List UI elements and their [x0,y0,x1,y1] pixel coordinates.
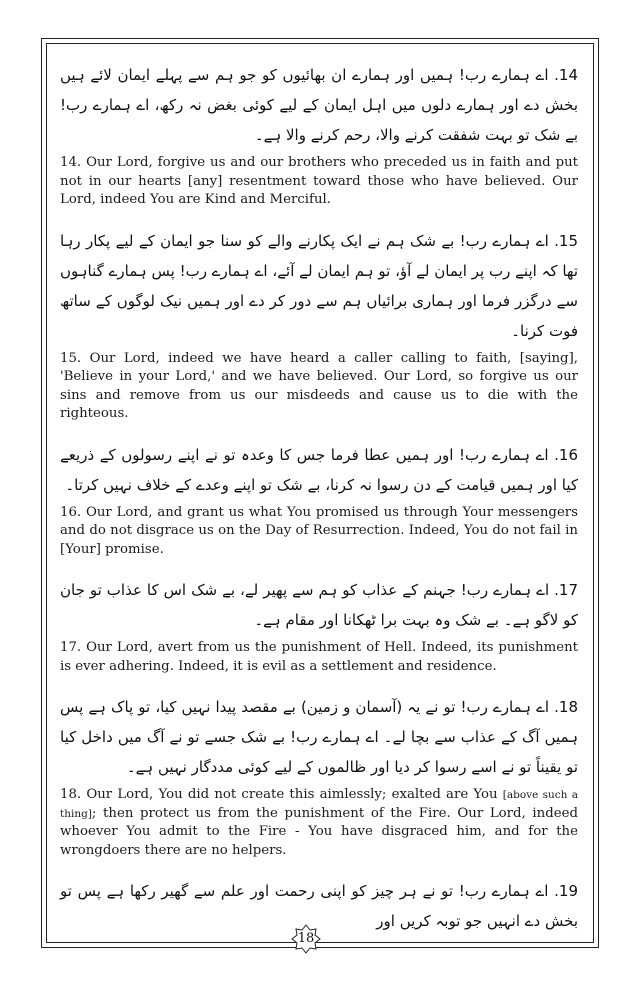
verse-16-english: 16. Our Lord, and grant us what You promised us through Your messengers and do not disgrace us on the Day of Resurrection. Indeed, You do not fail in [Your] promise. [60,504,578,557]
page-number-badge [291,924,321,954]
verse-14-urdu: 14. اے ہمارے رب! ہمیں اور ہمارے ان بھائیوں کو جو ہم سے پہلے ایمان لائے ہیں بخش دے اور ہمارے دلوں میں اہل ایمان کے لیے کوئی بغض نہ رکھ، اے ہمارے رب! بے شک تو بہت شفقت کرنے والا، رحم کرنے والا ہے۔ [60,66,578,144]
page-content [60,60,578,952]
verse-17 [60,575,578,676]
verse-14 [60,60,578,210]
verse-18-english [60,786,578,860]
verse-14-english: 14. Our Lord, forgive us and our brothers who preceded us in faith and put not in our hearts [any] resentment toward those who have believed. Our Lord, indeed You are Kind and Merciful. [60,155,578,207]
verse-16 [60,440,578,560]
verse-18-english-part-2: ; then protect us from the punishment of the Fire. Our Lord, indeed whoever You admit to the Fire - You have disgraced him, and for the wrongdoers there are no helpers. [60,805,578,858]
verse-15-urdu: 15. اے ہمارے رب! بے شک ہم نے ایک پکارنے والے کو سنا جو ایمان کے لیے پکار رہا تھا کہ اپنے رب پر ایمان لے آؤ، تو ہم ایمان لے آئے، اے ہمارے رب! پس ہمارے گناہوں سے درگزر فرما اور ہماری برائیاں ہم سے دور کر دے اور ہمیں نیک لوگوں کے ساتھ فوت کرنا۔ [60,231,578,340]
verse-18-english-part-1: 18. Our Lord, You did not create this aimlessly; exalted are You [60,787,503,802]
verse-15-english: 15. Our Lord, indeed we have heard a caller calling to faith, [saying], 'Believe in your Lord,' and we have believed. Our Lord, so forgive us our sins and remove from us our misdeeds and cause us to die with the righteous. [60,350,578,421]
verse-16-urdu: 16. اے ہمارے رب! اور ہمیں عطا فرما جس کا وعدہ تو نے اپنے رسولوں کے ذریعے کیا اور ہمیں قیامت کے دن رسوا نہ کرنا، بے شک تو اپنے وعدے کے خلاف نہیں کرتا۔ [60,445,578,494]
verse-18-english-bracket: [above such a thing] [60,789,578,820]
verse-15 [60,226,578,424]
verse-18 [60,692,578,860]
verse-18-urdu: 18. اے ہمارے رب! تو نے یہ (آسمان و زمین) بے مقصد پیدا نہیں کیا، تو پاک ہے پس ہمیں آگ کے عذاب سے بچا لے۔ اے ہمارے رب! بے شک جسے تو نے آگ میں داخل کیا تو یقیناً تو نے اسے رسوا کر دیا اور ظالموں کے لیے کوئی مددگار نہیں ہے۔ [60,698,578,776]
page-number: 18 [297,931,315,946]
verse-19-urdu: 19. اے ہمارے رب! تو نے ہر چیز کو اپنی رحمت اور علم سے گھیر رکھا ہے پس تو بخش دے انہیں جو توبہ کریں اور [60,882,578,930]
verse-17-urdu: 17. اے ہمارے رب! جہنم کے عذاب کو ہم سے پھیر لے، بے شک اس کا عذاب تو جان کو لاگو ہے۔ بے شک وہ بہت برا ٹھکانا اور مقام ہے۔ [60,581,578,629]
verse-17-english: 17. Our Lord, avert from us the punishment of Hell. Indeed, its punishment is ever adhering. Indeed, it is evil as a settlement and residence. [60,640,578,674]
